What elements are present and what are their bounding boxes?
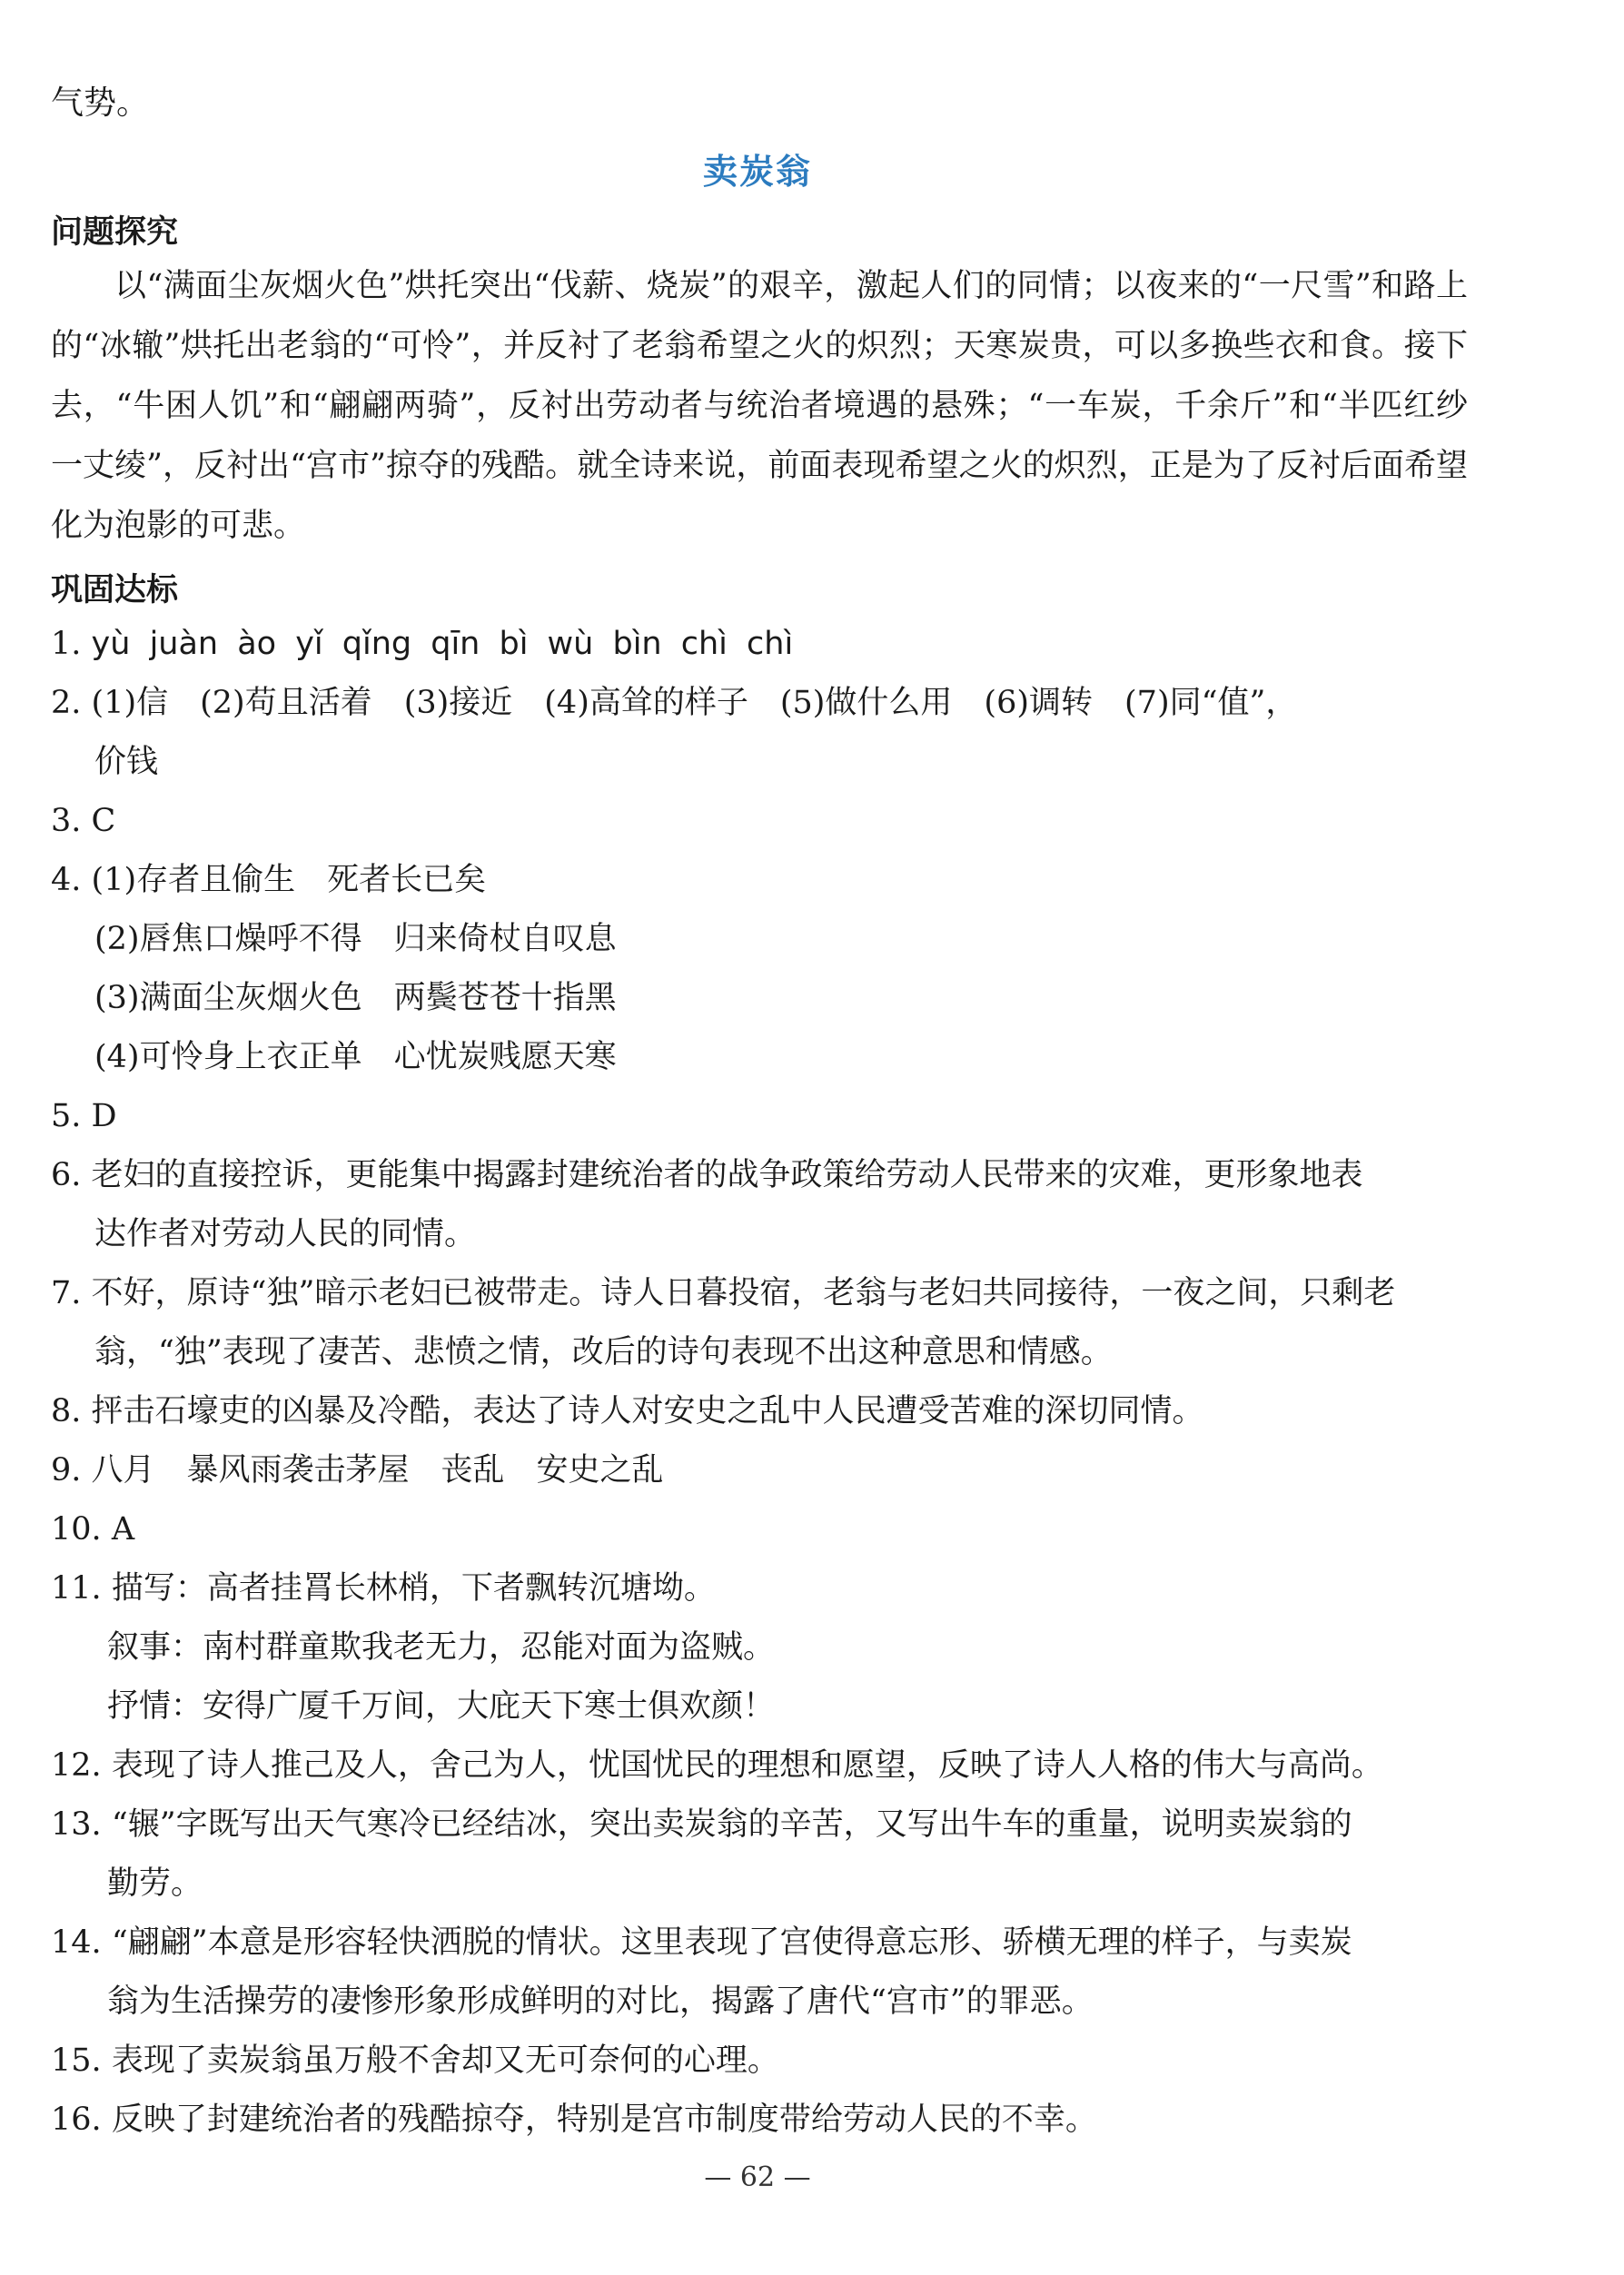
item-continuation: 翁为生活操劳的凄惨形象形成鲜明的对比，揭露了唐代“宫市”的罪恶。: [107, 1983, 1094, 2020]
item-number: 10.: [51, 1511, 102, 1548]
inquiry-heading: 问题探究: [51, 214, 179, 251]
item-number: 13.: [51, 1806, 102, 1843]
item-sub-line: (2)唇焦口燥呼不得 归来倚杖自叹息: [94, 921, 617, 957]
item-text: 八月 暴风雨袭击茅屋 丧乱 安史之乱: [91, 1452, 664, 1489]
list-item: [51, 2091, 1468, 2150]
item-text: C: [91, 803, 116, 839]
list-item: [51, 1087, 1468, 1146]
item-sub-line: 叙事：南村群童欺我老无力，忍能对面为盗贼。: [107, 1629, 776, 1666]
item-number: 7.: [51, 1275, 82, 1311]
item-sub-line: (3)满面尘灰烟火色 两鬓苍苍十指黑: [94, 980, 617, 1016]
item-sub-line: (4)可怜身上衣正单 心忧炭贱愿天寒: [94, 1039, 617, 1075]
item-text: yù juàn ào yǐ qǐng qīn bì wù bìn chì chì: [91, 626, 794, 662]
section-title: 卖炭翁: [702, 151, 812, 192]
item-text: D: [91, 1098, 117, 1134]
item-text: (1)存者且偷生 死者长已矣: [91, 862, 487, 898]
item-number: 2.: [51, 685, 82, 721]
list-item: [51, 1559, 1468, 1618]
list-item: [51, 1736, 1468, 1795]
list-item: [51, 1795, 1468, 1914]
item-text: 不好，原诗“独”暗示老妇已被带走。诗人日暮投宿，老翁与老妇共同接待，一夜之间，只剩老: [91, 1275, 1396, 1311]
list-item: [51, 1264, 1468, 1382]
list-item: [51, 2032, 1468, 2091]
item-number: 9.: [51, 1452, 82, 1489]
list-item: [51, 1146, 1468, 1264]
item-number: 14.: [51, 1924, 102, 1961]
list-item: [51, 674, 1468, 792]
item-text: A: [111, 1511, 135, 1548]
item-text: 老妇的直接控诉，更能集中揭露封建统治者的战争政策给劳动人民带来的灾难，更形象地表: [91, 1157, 1363, 1193]
practice-heading: 巩固达标: [51, 572, 179, 608]
item-text: “翩翩”本意是形容轻快洒脱的情状。这里表现了宫使得意忘形、骄横无理的样子，与卖炭: [111, 1924, 1352, 1961]
item-continuation: 价钱: [94, 744, 159, 780]
item-number: 8.: [51, 1393, 82, 1429]
item-text: 表现了卖炭翁虽万般不舍却又无可奈何的心理。: [111, 2043, 779, 2079]
item-number: 15.: [51, 2043, 102, 2079]
item-text: 抨击石壕吏的凶暴及冷酷，表达了诗人对安史之乱中人民遭受苦难的深切同情。: [91, 1393, 1204, 1429]
item-continuation: 翁，“独”表现了凄苦、悲愤之情，改后的诗句表现不出这种意思和情感。: [94, 1334, 1113, 1370]
item-number: 1.: [51, 626, 82, 662]
top-fragment: 气势。: [51, 84, 150, 122]
item-number: 4.: [51, 862, 82, 898]
item-continuation: 勤劳。: [107, 1865, 203, 1902]
item-number: 16.: [51, 2102, 102, 2138]
list-item: [51, 615, 1468, 674]
list-item: [51, 1441, 1468, 1500]
item-sub-line: 抒情：安得广厦千万间，大庇天下寒士俱欢颜！: [107, 1688, 776, 1725]
item-text: 表现了诗人推己及人，舍己为人，忧国忧民的理想和愿望，反映了诗人人格的伟大与高尚。: [111, 1747, 1383, 1784]
list-item: [51, 851, 1468, 910]
inquiry-paragraph: 以“满面尘灰烟火色”烘托突出“伐薪、烧炭”的艰辛，激起人们的同情；以夜来的“一尺雪”和路上的“冰辙”烘托出老翁的“可怜”，并反衬了老翁希望之火的炽烈；天寒炭贵，可以多换些衣和食。接下去，“牛困人饥”和“翩翩两骑”，反衬出劳动者与统治者境遇的悬殊；“一车炭，千余斤”和“半匹红纱一丈绫”，反衬出“宫市”掠夺的残酷。就全诗来说，前面表现希望之火的炽烈，正是为了反衬后面希望化为泡影的可悲。: [51, 268, 1468, 544]
item-continuation: 达作者对劳动人民的同情。: [94, 1216, 477, 1252]
list-item: [51, 792, 1468, 851]
list-item: [51, 1500, 1468, 1559]
item-number: 3.: [51, 803, 82, 839]
list-item: [51, 1914, 1468, 2032]
item-text: 描写：高者挂罥长林梢，下者飘转沉塘坳。: [111, 1570, 716, 1607]
item-text: 反映了封建统治者的残酷掠夺，特别是宫市制度带给劳动人民的不幸。: [111, 2102, 1097, 2138]
item-text: (1)信 (2)苟且活着 (3)接近 (4)高耸的样子 (5)做什么用 (6)调转 (7)同“值”，: [91, 685, 1298, 721]
list-item: [51, 1382, 1468, 1441]
item-number: 6.: [51, 1157, 82, 1193]
item-text: “辗”字既写出天气寒冷已经结冰，突出卖炭翁的辛苦，又写出牛车的重量，说明卖炭翁的: [111, 1806, 1352, 1843]
page-number: — 62 —: [704, 2161, 811, 2193]
item-number: 5.: [51, 1098, 82, 1134]
item-number: 12.: [51, 1747, 102, 1784]
item-number: 11.: [51, 1570, 102, 1607]
